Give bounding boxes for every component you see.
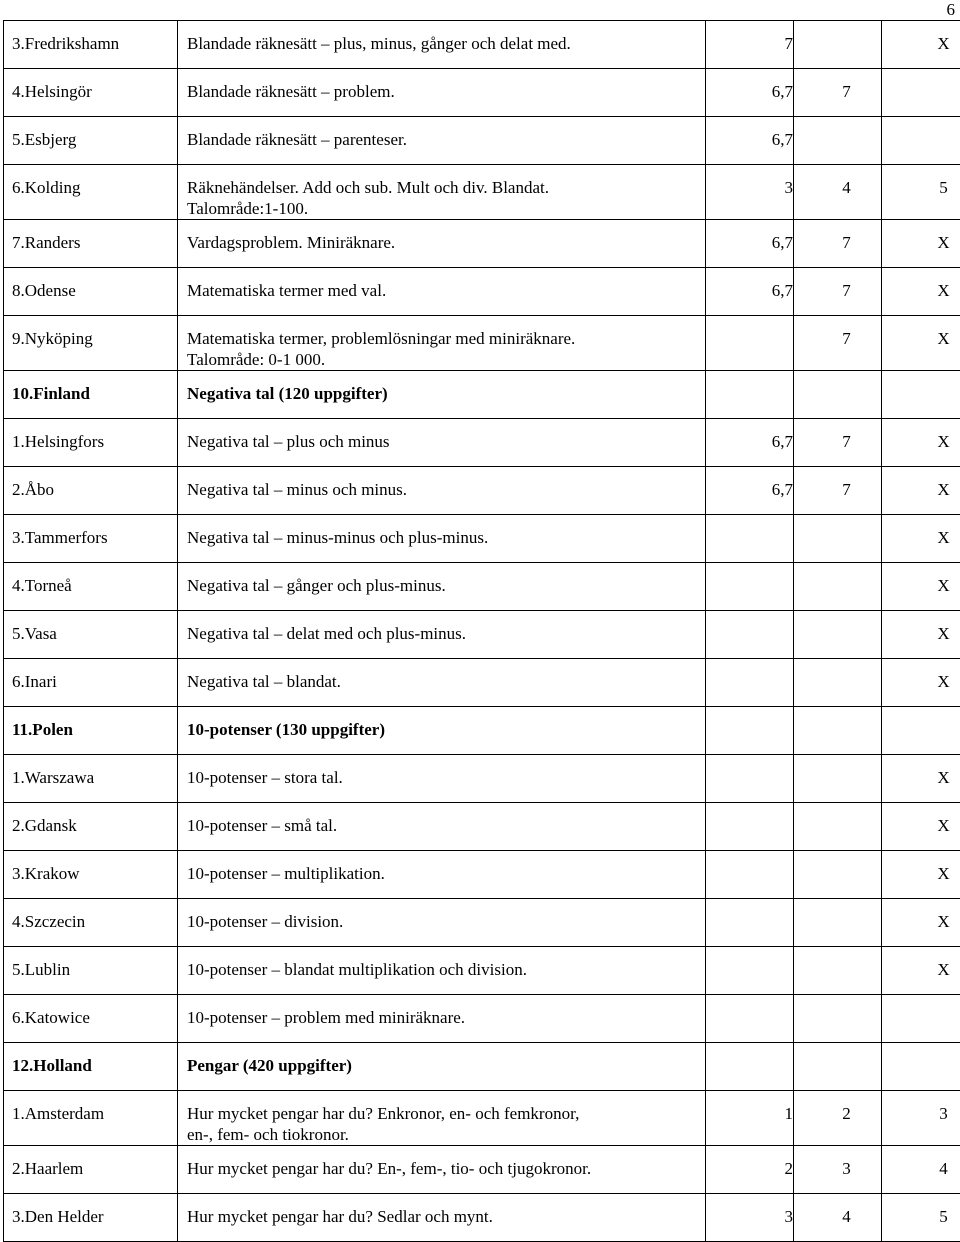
level-cell-2: [794, 316, 882, 371]
page-number: 6: [947, 0, 956, 20]
level-value: X: [882, 815, 960, 836]
exercise-name: 5.Esbjerg: [4, 117, 178, 165]
level-value: X: [882, 232, 960, 253]
exercise-description: [178, 1194, 706, 1242]
table-row: [4, 467, 960, 515]
level-cell-1: [706, 1146, 794, 1194]
level-value: 3: [706, 177, 836, 198]
level-cell-2: [794, 268, 882, 316]
table-row: [4, 1091, 960, 1146]
table-row: [4, 1146, 960, 1194]
exercise-name: 3.Den Helder: [4, 1194, 178, 1242]
level-cell-1: [706, 1194, 794, 1242]
level-value: 2: [706, 1158, 836, 1179]
exercise-table: [3, 20, 960, 1242]
exercise-name: 5.Vasa: [4, 611, 178, 659]
level-value: 7: [706, 33, 836, 54]
exercise-description: [178, 117, 706, 165]
description-line: Blandade räknesätt – problem.: [187, 81, 705, 102]
level-cell-3: [882, 21, 960, 69]
level-cell-2: [794, 419, 882, 467]
level-value: 7: [794, 280, 890, 301]
description-line: Negativa tal – minus-minus och plus-minus.: [187, 527, 705, 548]
level-value: 1: [706, 1103, 836, 1124]
exercise-name: 4.Torneå: [4, 563, 178, 611]
level-cell-1: [706, 419, 794, 467]
level-cell-1: [706, 1091, 794, 1146]
level-cell-2: [794, 467, 882, 515]
level-cell-1: [706, 707, 794, 755]
exercise-description: [178, 419, 706, 467]
exercise-name: 9.Nyköping: [4, 316, 178, 371]
level-cell-3: [882, 707, 960, 755]
level-cell-2: [794, 995, 882, 1043]
description-line: Negativa tal – gånger och plus-minus.: [187, 575, 705, 596]
exercise-description: [178, 220, 706, 268]
level-cell-2: [794, 1043, 882, 1091]
level-cell-3: [882, 899, 960, 947]
description-line: Negativa tal – blandat.: [187, 671, 705, 692]
level-cell-2: [794, 563, 882, 611]
table-row: [4, 995, 960, 1043]
exercise-name: 6.Katowice: [4, 995, 178, 1043]
exercise-name: 4.Helsingör: [4, 69, 178, 117]
level-cell-3: [882, 515, 960, 563]
exercise-name: 4.Szczecin: [4, 899, 178, 947]
exercise-description: [178, 1091, 706, 1146]
level-cell-3: [882, 371, 960, 419]
description-line: Blandade räknesätt – parenteser.: [187, 129, 705, 150]
exercise-name: 3.Krakow: [4, 851, 178, 899]
exercise-name: 5.Lublin: [4, 947, 178, 995]
level-cell-3: [882, 995, 960, 1043]
level-cell-1: [706, 563, 794, 611]
exercise-description: [178, 947, 706, 995]
section-header-row: [4, 707, 960, 755]
table-row: [4, 268, 960, 316]
level-cell-3: [882, 851, 960, 899]
level-cell-2: [794, 117, 882, 165]
description-line: 10-potenser – division.: [187, 911, 705, 932]
level-cell-2: [794, 1146, 882, 1194]
exercise-description: [178, 268, 706, 316]
level-cell-2: [794, 165, 882, 220]
description-line: Talområde:1-100.: [187, 198, 705, 219]
level-value: 7: [794, 328, 890, 349]
level-value: 6,7: [706, 129, 836, 150]
exercise-description: [178, 21, 706, 69]
table-row: [4, 165, 960, 220]
level-value: 6,7: [706, 81, 836, 102]
description-line: Vardagsproblem. Miniräknare.: [187, 232, 705, 253]
exercise-name: 1.Warszawa: [4, 755, 178, 803]
level-cell-3: [882, 1146, 960, 1194]
description-line: Negativa tal – delat med och plus-minus.: [187, 623, 705, 644]
exercise-description: [178, 467, 706, 515]
level-cell-1: [706, 659, 794, 707]
table-row: [4, 659, 960, 707]
level-value: 7: [794, 431, 890, 452]
level-value: X: [882, 863, 960, 884]
exercise-description: [178, 755, 706, 803]
level-cell-2: [794, 371, 882, 419]
level-value: 4: [794, 177, 890, 198]
table-row: [4, 755, 960, 803]
level-cell-2: [794, 220, 882, 268]
description-line: Talområde: 0-1 000.: [187, 349, 705, 370]
section-header-row: [4, 371, 960, 419]
description-line: 10-potenser (130 uppgifter): [187, 719, 705, 740]
table-row: [4, 316, 960, 371]
exercise-description: [178, 707, 706, 755]
level-cell-3: [882, 563, 960, 611]
description-line: en-, fem- och tiokronor.: [187, 1124, 705, 1145]
level-value: 2: [794, 1103, 890, 1124]
exercise-name: 11.Polen: [4, 707, 178, 755]
description-line: 10-potenser – multiplikation.: [187, 863, 705, 884]
description-line: Pengar (420 uppgifter): [187, 1055, 705, 1076]
level-cell-3: [882, 611, 960, 659]
table-row: [4, 803, 960, 851]
level-cell-3: [882, 69, 960, 117]
level-cell-3: [882, 268, 960, 316]
level-cell-1: [706, 947, 794, 995]
level-cell-2: [794, 851, 882, 899]
table-row: [4, 899, 960, 947]
description-line: 10-potenser – små tal.: [187, 815, 705, 836]
level-value: 7: [794, 479, 890, 500]
description-line: Hur mycket pengar har du? En-, fem-, tio- och tjugokronor.: [187, 1158, 705, 1179]
level-cell-1: [706, 515, 794, 563]
exercise-name: 2.Haarlem: [4, 1146, 178, 1194]
level-cell-3: [882, 1043, 960, 1091]
exercise-name: 3.Tammerfors: [4, 515, 178, 563]
level-cell-3: [882, 220, 960, 268]
exercise-description: [178, 611, 706, 659]
exercise-name: 12.Holland: [4, 1043, 178, 1091]
level-value: 4: [882, 1158, 960, 1179]
level-value: 3: [882, 1103, 960, 1124]
level-cell-3: [882, 947, 960, 995]
level-cell-2: [794, 947, 882, 995]
level-cell-3: [882, 1091, 960, 1146]
description-line: Negativa tal – minus och minus.: [187, 479, 705, 500]
level-value: X: [882, 431, 960, 452]
level-cell-3: [882, 1194, 960, 1242]
level-cell-3: [882, 117, 960, 165]
exercise-description: [178, 1043, 706, 1091]
exercise-description: [178, 165, 706, 220]
description-line: Räknehändelser. Add och sub. Mult och div. Blandat.: [187, 177, 705, 198]
table-row: [4, 515, 960, 563]
table-row: [4, 947, 960, 995]
description-line: Hur mycket pengar har du? Sedlar och mynt.: [187, 1206, 705, 1227]
table-row: [4, 563, 960, 611]
level-cell-2: [794, 69, 882, 117]
exercise-description: [178, 69, 706, 117]
table-row: [4, 1194, 960, 1242]
level-cell-2: [794, 1194, 882, 1242]
level-cell-1: [706, 117, 794, 165]
level-value: X: [882, 575, 960, 596]
level-value: 6,7: [706, 479, 836, 500]
level-cell-1: [706, 268, 794, 316]
level-value: X: [882, 527, 960, 548]
table-row: [4, 851, 960, 899]
table-row: [4, 419, 960, 467]
description-line: Matematiska termer med val.: [187, 280, 705, 301]
description-line: Matematiska termer, problemlösningar med miniräknare.: [187, 328, 705, 349]
description-line: Negativa tal (120 uppgifter): [187, 383, 705, 404]
level-value: 7: [794, 232, 890, 253]
level-value: 6,7: [706, 431, 836, 452]
level-cell-1: [706, 851, 794, 899]
level-value: 3: [794, 1158, 890, 1179]
level-cell-2: [794, 899, 882, 947]
exercise-name: 1.Helsingfors: [4, 419, 178, 467]
exercise-name: 8.Odense: [4, 268, 178, 316]
description-line: 10-potenser – stora tal.: [187, 767, 705, 788]
level-cell-3: [882, 659, 960, 707]
level-cell-2: [794, 803, 882, 851]
exercise-name: 3.Fredrikshamn: [4, 21, 178, 69]
level-cell-2: [794, 515, 882, 563]
exercise-description: [178, 371, 706, 419]
level-cell-3: [882, 755, 960, 803]
level-value: 7: [794, 81, 890, 102]
level-cell-1: [706, 755, 794, 803]
exercise-description: [178, 659, 706, 707]
description-line: Blandade räknesätt – plus, minus, gånger och delat med.: [187, 33, 705, 54]
level-cell-3: [882, 803, 960, 851]
level-cell-1: [706, 69, 794, 117]
exercise-table-body: [4, 21, 960, 1242]
level-cell-1: [706, 803, 794, 851]
level-value: X: [882, 33, 960, 54]
table-row: [4, 611, 960, 659]
level-cell-3: [882, 467, 960, 515]
level-cell-1: [706, 220, 794, 268]
exercise-description: [178, 563, 706, 611]
exercise-description: [178, 851, 706, 899]
exercise-description: [178, 803, 706, 851]
level-value: X: [882, 328, 960, 349]
level-value: X: [882, 623, 960, 644]
level-value: X: [882, 479, 960, 500]
level-cell-1: [706, 316, 794, 371]
description-line: Hur mycket pengar har du? Enkronor, en- och femkronor,: [187, 1103, 705, 1124]
level-value: 6,7: [706, 280, 836, 301]
description-line: 10-potenser – blandat multiplikation och division.: [187, 959, 705, 980]
level-value: 6,7: [706, 232, 836, 253]
level-value: X: [882, 671, 960, 692]
level-value: 5: [882, 1206, 960, 1227]
level-cell-1: [706, 371, 794, 419]
level-value: X: [882, 280, 960, 301]
level-value: X: [882, 959, 960, 980]
description-line: Negativa tal – plus och minus: [187, 431, 705, 452]
table-row: [4, 220, 960, 268]
description-line: 10-potenser – problem med miniräknare.: [187, 1007, 705, 1028]
exercise-name: 6.Kolding: [4, 165, 178, 220]
exercise-description: [178, 995, 706, 1043]
level-value: 3: [706, 1206, 836, 1227]
exercise-name: 2.Åbo: [4, 467, 178, 515]
level-cell-1: [706, 165, 794, 220]
level-value: 4: [794, 1206, 890, 1227]
level-cell-3: [882, 419, 960, 467]
exercise-name: 6.Inari: [4, 659, 178, 707]
level-cell-3: [882, 316, 960, 371]
level-cell-2: [794, 659, 882, 707]
level-cell-1: [706, 467, 794, 515]
exercise-description: [178, 899, 706, 947]
exercise-name: 7.Randers: [4, 220, 178, 268]
level-cell-1: [706, 1043, 794, 1091]
level-cell-3: [882, 165, 960, 220]
table-row: [4, 69, 960, 117]
exercise-description: [178, 515, 706, 563]
table-row: [4, 117, 960, 165]
table-row: [4, 21, 960, 69]
level-cell-2: [794, 1091, 882, 1146]
section-header-row: [4, 1043, 960, 1091]
level-value: 5: [882, 177, 960, 198]
exercise-name: 2.Gdansk: [4, 803, 178, 851]
exercise-description: [178, 316, 706, 371]
exercise-description: [178, 1146, 706, 1194]
level-cell-1: [706, 21, 794, 69]
level-value: X: [882, 911, 960, 932]
level-cell-2: [794, 21, 882, 69]
level-value: X: [882, 767, 960, 788]
exercise-name: 10.Finland: [4, 371, 178, 419]
level-cell-2: [794, 611, 882, 659]
level-cell-1: [706, 995, 794, 1043]
level-cell-1: [706, 899, 794, 947]
level-cell-1: [706, 611, 794, 659]
level-cell-2: [794, 755, 882, 803]
exercise-name: 1.Amsterdam: [4, 1091, 178, 1146]
level-cell-2: [794, 707, 882, 755]
